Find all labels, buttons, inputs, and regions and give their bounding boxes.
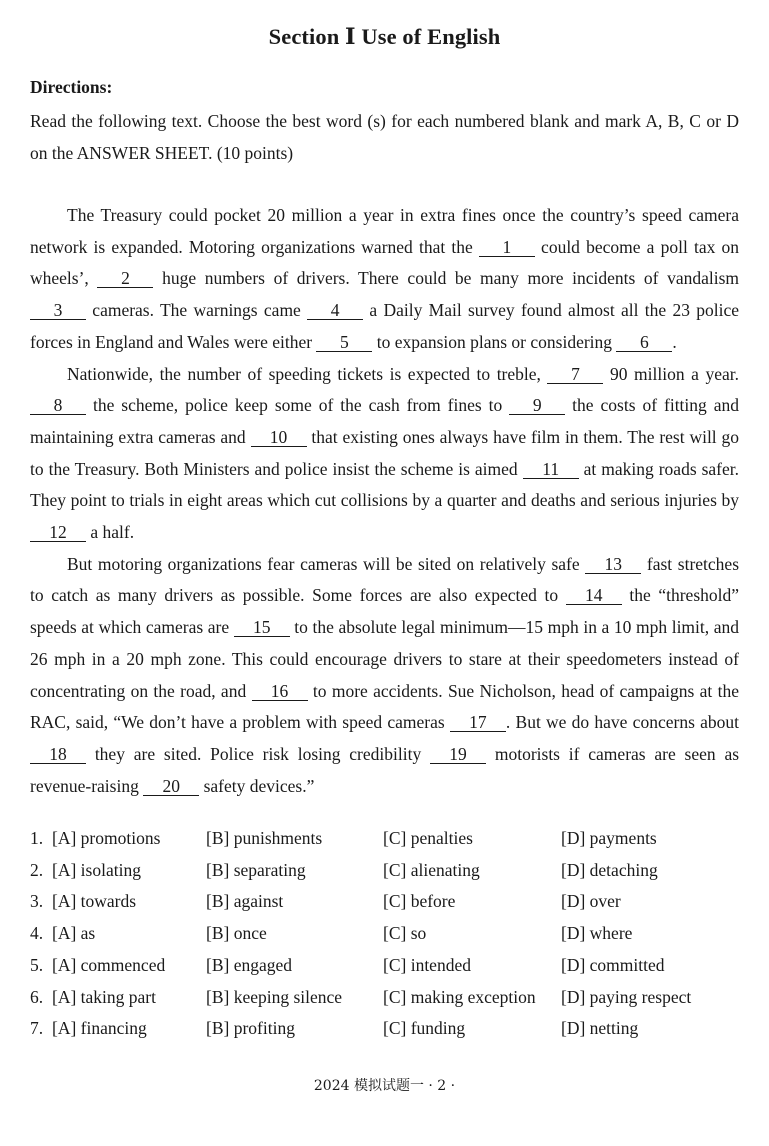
passage-text: But motoring organizations fear cameras will be sited on relatively safe	[67, 553, 580, 574]
option-b[interactable]: [B] separating	[206, 859, 306, 880]
option-a[interactable]: [A] towards	[52, 891, 137, 912]
option-c[interactable]: [C] making exception	[383, 986, 536, 1007]
blank-12: 12	[30, 523, 86, 542]
directions-text: Read the following text. Choose the best word (s) for each numbered blank and mark A, B, C or D on the ANSWER SHEET. (10 points)	[30, 111, 739, 163]
passage-text: to expansion plans or considering	[376, 331, 613, 352]
blank-7: 7	[547, 365, 603, 384]
question-number: 1.	[30, 828, 44, 848]
blank-4: 4	[307, 301, 363, 320]
option-b[interactable]: [B] engaged	[206, 954, 293, 975]
blank-9: 9	[509, 396, 565, 415]
option-d[interactable]: [D] detaching	[561, 859, 658, 880]
passage-text: Nationwide, the number of speeding tickets is expected to treble,	[67, 363, 541, 384]
option-d[interactable]: [D] paying respect	[561, 986, 692, 1007]
cloze-passage	[30, 200, 739, 802]
passage-paragraph-1	[30, 200, 739, 359]
blank-2: 2	[97, 269, 153, 288]
option-row-7	[30, 1013, 739, 1045]
passage-text: . But we do have concerns about	[505, 712, 739, 733]
passage-text: 90 million a year.	[610, 363, 739, 384]
option-d[interactable]: [D] payments	[561, 828, 657, 848]
option-b[interactable]: [B] once	[206, 923, 267, 944]
option-c[interactable]: [C] so	[383, 923, 427, 944]
passage-text: the “threshold” speeds at which cameras are	[30, 585, 740, 638]
option-b[interactable]: [B] keeping silence	[206, 986, 343, 1007]
option-d[interactable]: [D] where	[561, 923, 633, 944]
option-row-2	[30, 855, 739, 887]
passage-text: the costs of fitting and maintaining extra cameras and	[30, 395, 740, 447]
question-number: 3.	[30, 891, 44, 912]
option-c[interactable]: [C] intended	[383, 954, 471, 975]
passage-paragraph-2	[30, 359, 739, 549]
option-a[interactable]: [A] financing	[52, 1018, 147, 1039]
question-number: 7.	[30, 1018, 44, 1039]
option-c[interactable]: [C] before	[383, 891, 456, 912]
option-row-4	[30, 918, 739, 950]
page-footer: 2024 模拟试题一 · 2 ·	[313, 1078, 456, 1094]
passage-text: cameras. The warnings came	[92, 300, 301, 321]
passage-text: that existing ones always have film in them. The rest will go to the Treasury. Both Ministers and police insist the scheme is aimed	[30, 426, 740, 479]
blank-14: 14	[566, 586, 622, 605]
option-c[interactable]: [C] penalties	[383, 828, 473, 848]
option-b[interactable]: [B] punishments	[206, 828, 323, 848]
blank-5: 5	[316, 333, 372, 352]
blank-3: 3	[30, 301, 86, 320]
option-a[interactable]: [A] promotions	[52, 828, 161, 848]
option-row-3	[30, 886, 739, 918]
passage-paragraph-3	[30, 549, 739, 803]
blank-16: 16	[252, 682, 308, 701]
blank-15: 15	[234, 618, 290, 637]
passage-text: huge numbers of drivers. There could be many more incidents of vandalism	[162, 268, 740, 289]
option-c[interactable]: [C] funding	[383, 1018, 466, 1039]
question-number: 4.	[30, 923, 44, 944]
blank-8: 8	[30, 396, 86, 415]
passage-text: they are sited. Police risk losing credibility	[94, 743, 422, 764]
passage-text: safety devices.”	[203, 775, 315, 796]
directions-heading: Directions:	[30, 77, 113, 97]
option-b[interactable]: [B] against	[206, 891, 284, 912]
option-row-6	[30, 982, 739, 1014]
passage-text: fast stretches to catch as many drivers as possible. Some forces are also expected to	[30, 553, 740, 606]
passage-text: at making roads safer. They point to trials in eight areas which cut collisions by a quarter and deaths and serious injuries by	[30, 458, 740, 511]
passage-text: The Treasury could pocket 20 million a year in extra fines once the country’s speed camera network is expanded. Motoring organizations warned that the	[30, 205, 739, 257]
question-number: 5.	[30, 954, 44, 975]
answer-options	[30, 823, 739, 1045]
option-a[interactable]: [A] taking part	[52, 986, 156, 1007]
blank-13: 13	[585, 555, 641, 574]
blank-20: 20	[143, 777, 199, 796]
blank-11: 11	[523, 460, 579, 479]
passage-text: to more accidents. Sue Nicholson, head of campaigns at the RAC, said, “We don’t have a problem with speed cameras	[30, 680, 739, 733]
option-a[interactable]: [A] as	[52, 923, 96, 944]
blank-1: 1	[479, 238, 535, 257]
option-d[interactable]: [D] committed	[561, 954, 665, 975]
option-a[interactable]: [A] commenced	[52, 954, 166, 975]
option-row-1	[30, 823, 739, 855]
blank-6: 6	[616, 333, 672, 352]
passage-text: a Daily Mail survey found almost all the 23 police forces in England and Wales were either	[30, 300, 740, 352]
option-d[interactable]: [D] over	[561, 891, 621, 912]
option-c[interactable]: [C] alienating	[383, 859, 480, 880]
question-number: 2.	[30, 859, 44, 880]
blank-19: 19	[430, 745, 486, 764]
option-b[interactable]: [B] profiting	[206, 1018, 295, 1039]
section-title: Section Ⅰ Use of English	[268, 24, 501, 49]
passage-text: to the absolute legal minimum—15 mph in a 10 mph limit, and 26 mph in a 20 mph zone. This could encourage drivers to stare at their speedometers instead of concentrating on the road, and	[30, 617, 740, 701]
blank-10: 10	[251, 428, 307, 447]
passage-text: the scheme, police keep some of the cash from fines to	[92, 395, 503, 416]
passage-text: motorists if cameras are seen as revenue-raising	[30, 743, 740, 796]
option-d[interactable]: [D] netting	[561, 1018, 639, 1039]
blank-18: 18	[30, 745, 86, 764]
passage-text: a half.	[90, 522, 135, 543]
option-a[interactable]: [A] isolating	[52, 859, 141, 880]
passage-text: .	[672, 331, 677, 352]
passage-text: could become a poll tax on wheels’,	[30, 236, 739, 289]
option-row-5	[30, 950, 739, 982]
blank-17: 17	[450, 713, 506, 732]
question-number: 6.	[30, 986, 44, 1007]
